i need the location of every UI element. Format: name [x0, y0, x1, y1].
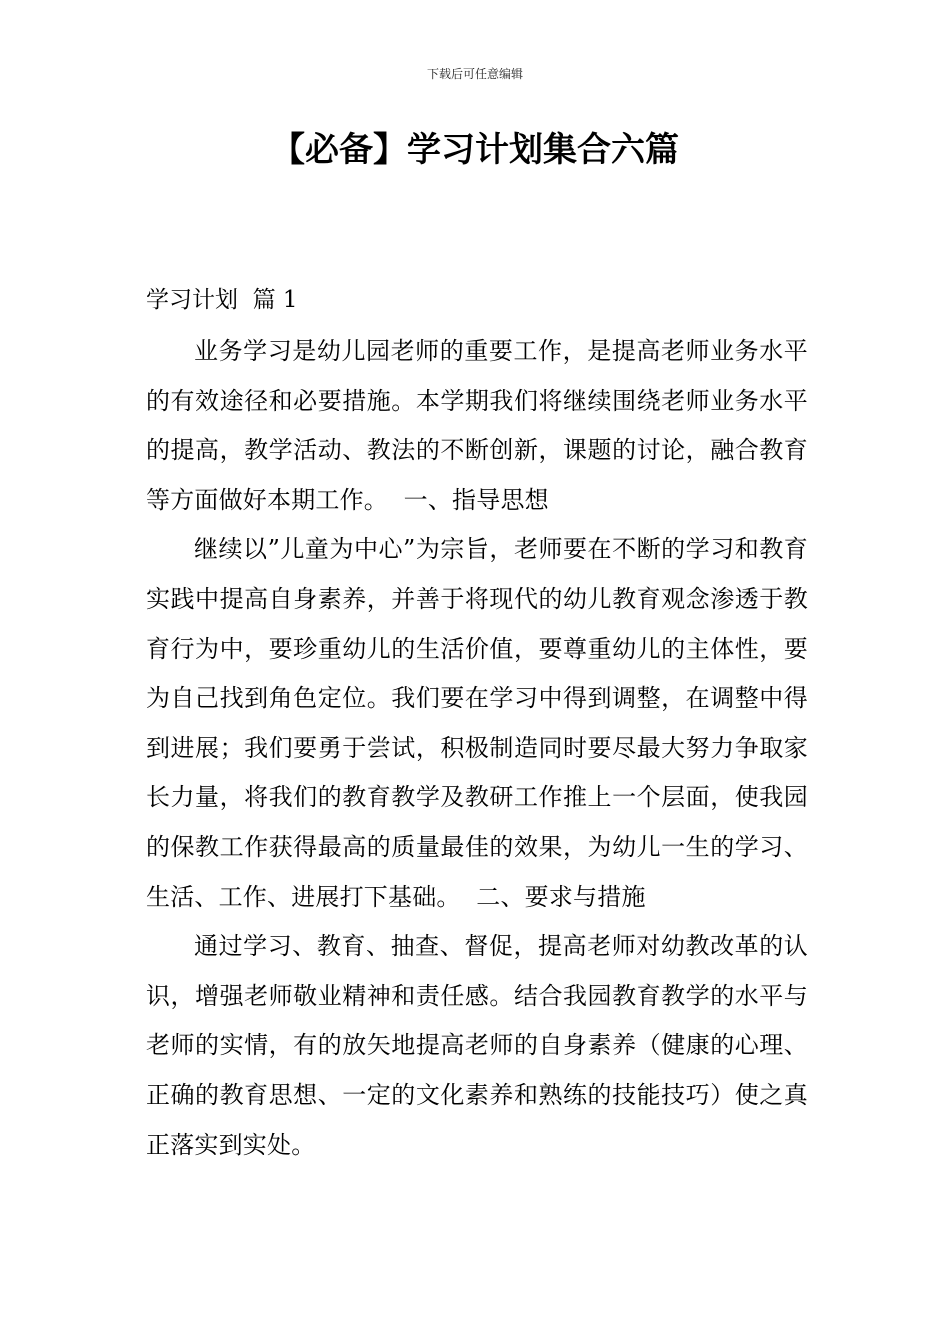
- document-body: [146, 327, 808, 1170]
- header-note: 下载后可任意编辑: [426, 67, 523, 81]
- section-heading: 学习计划 篇 1: [146, 287, 298, 313]
- paragraph: 通过学习、教育、抽查、督促，提高老师对幼教改革的认识，增强老师敬业精神和责任感。结合我园教育教学的水平与老师的实情，有的放矢地提高老师的自身素养（健康的心理、正确的教育思想、一定的文化素养和熟练的技能技巧）使之真正落实到实处。: [146, 932, 808, 1159]
- paragraph: 业务学习是幼儿园老师的重要工作，是提高老师业务水平的有效途径和必要措施。本学期我们将继续围绕老师业务水平的提高，教学活动、教法的不断创新，课题的讨论，融合教育等方面做好本期工作。 一、指导思想: [146, 337, 808, 514]
- document-title: 【必备】学习计划集合六篇: [271, 130, 679, 170]
- paragraph: 继续以”儿童为中心”为宗旨，老师要在不断的学习和教育实践中提高自身素养，并善于将现代的幼儿教育观念渗透于教育行为中，要珍重幼儿的生活价值，要尊重幼儿的主体性，要为自己找到角色定位。我们要在学习中得到调整，在调整中得到进展；我们要勇于尝试，积极制造同时要尽最大努力争取家长力量，将我们的教育教学及教研工作推上一个层面，使我园的保教工作获得最高的质量最佳的效果，为幼儿一生的学习、生活、工作、进展打下基础。 二、要求与措施: [146, 535, 808, 911]
